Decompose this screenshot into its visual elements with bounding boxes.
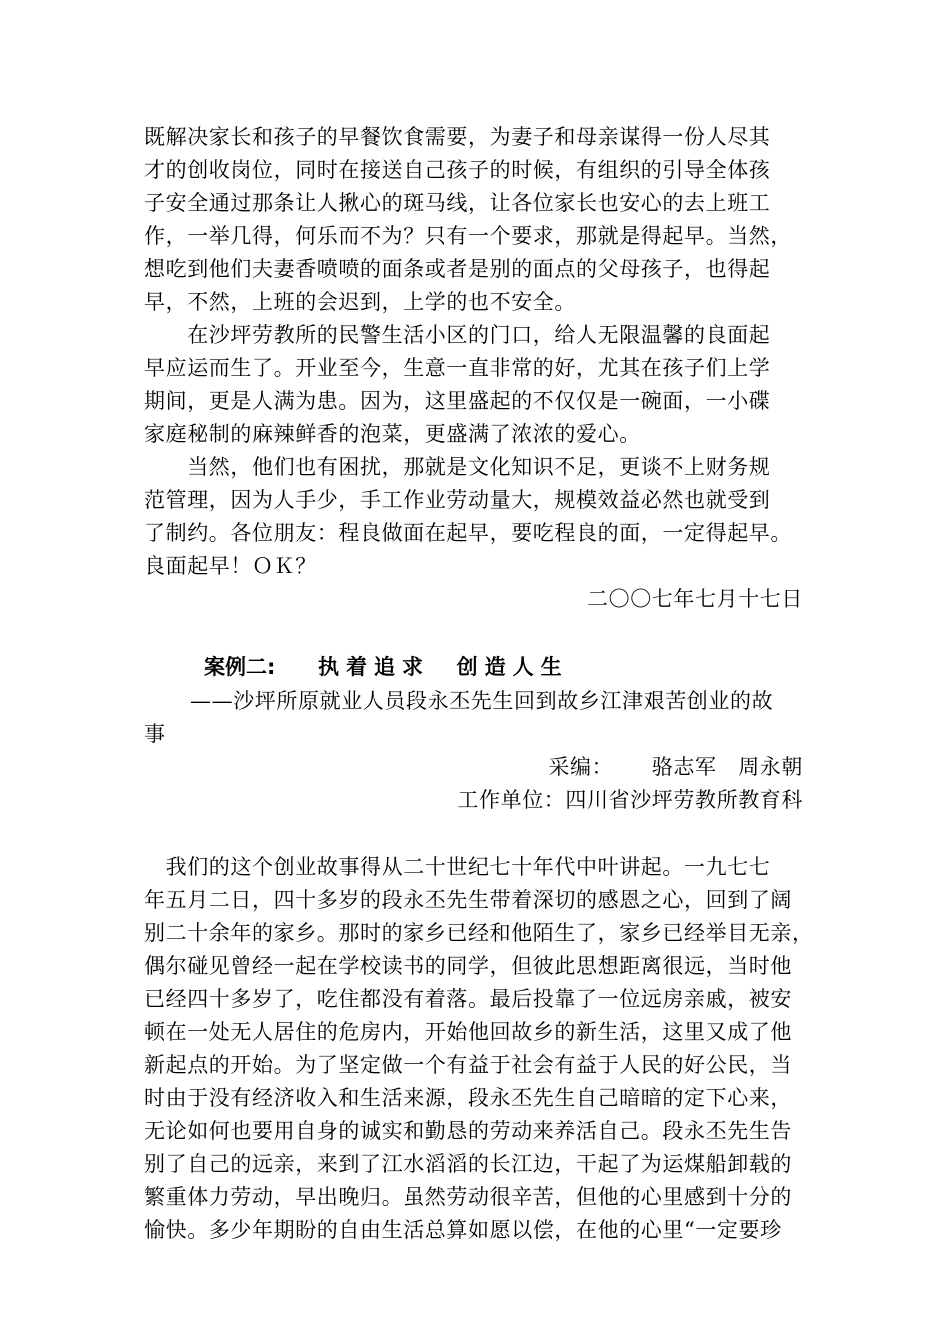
paragraph-line: 期间，更是人满为患。因为，这里盛起的不仅仅是一碗面，一小碟	[144, 389, 771, 413]
paragraph-line: 才的创收岗位，同时在接送自己孩子的时候，有组织的引导全体孩	[144, 158, 771, 182]
editors-label: 采编：	[548, 755, 614, 779]
case-subtitle: ——沙坪所原就业人员段永丕先生回到故乡江津艰苦创业的故	[190, 689, 774, 713]
paragraph-line: 良面起早！ＯＫ？	[144, 554, 317, 578]
paragraph-line: 愉快。多少年期盼的自由生活总算如愿以偿，在他的心里“一定要珍	[144, 1218, 782, 1242]
paragraph-line: 偶尔碰见曾经一起在学校读书的同学，但彼此思想距离很远，当时他	[144, 954, 792, 978]
paragraph-line: 家庭秘制的麻辣鲜香的泡菜，更盛满了浓浓的爱心。	[144, 422, 641, 446]
paragraph-line: 年五月二日，四十多岁的段永丕先生带着深切的感恩之心，回到了阔	[144, 888, 792, 912]
paragraph-line: 新起点的开始。为了坚定做一个有益于社会有益于人民的好公民，当	[144, 1053, 792, 1077]
case-subtitle-cont: 事	[144, 722, 166, 746]
paragraph-line: 繁重体力劳动，早出晚归。虽然劳动很辛苦，但他的心里感到十分的	[144, 1185, 792, 1209]
paragraph-line: 无论如何也要用自身的诚实和勤恳的劳动来养活自己。段永丕先生告	[144, 1119, 792, 1143]
editors-line	[548, 752, 803, 782]
paragraph-line: 早，不然，上班的会迟到，上学的也不安全。	[144, 290, 576, 314]
paragraph-line: 了制约。各位朋友：程良做面在起早，要吃程良的面，一定得起早。	[144, 521, 792, 545]
paragraph-line: 想吃到他们夫妻香喷喷的面条或者是别的面点的父母孩子，也得起	[144, 257, 771, 281]
case-title-part-b: 创造人生	[456, 655, 569, 679]
work-unit-line: 工作单位：四川省沙坪劳教所教育科	[457, 788, 803, 812]
paragraph-line: 当然，他们也有困扰，那就是文化知识不足，更谈不上财务规	[144, 455, 771, 479]
paragraph-line: 时由于没有经济收入和生活来源，段永丕先生自己暗暗的定下心来，	[144, 1086, 792, 1110]
paragraph-line: 范管理，因为人手少，手工作业劳动量大，规模效益必然也就受到	[144, 488, 771, 512]
case-label: 案例二:	[204, 655, 276, 679]
case-title	[204, 652, 569, 682]
paragraph-line: 作，一举几得，何乐而不为？只有一个要求，那就是得起早。当然，	[144, 224, 792, 248]
paragraph-line: 已经四十多岁了，吃住都没有着落。最后投靠了一位远房亲戚，被安	[144, 987, 792, 1011]
paragraph-line: 在沙坪劳教所的民警生活小区的门口，给人无限温馨的良面起	[144, 323, 771, 347]
editors-names: 骆志军 周永朝	[651, 755, 803, 779]
paragraph-line: 我们的这个创业故事得从二十世纪七十年代中叶讲起。一九七七	[144, 855, 771, 879]
paragraph-line: 别二十余年的家乡。那时的家乡已经和他陌生了，家乡已经举目无亲，	[144, 921, 814, 945]
paragraph-line: 早应运而生了。开业至今，生意一直非常的好，尤其在孩子们上学	[144, 356, 771, 380]
paragraph-line: 别了自己的远亲，来到了江水滔滔的长江边，干起了为运煤船卸载的	[144, 1152, 792, 1176]
paragraph-line: 顿在一处无人居住的危房内，开始他回故乡的新生活，这里又成了他	[144, 1020, 792, 1044]
date-line: 二〇〇七年七月十七日	[587, 587, 803, 611]
paragraph-line: 既解决家长和孩子的早餐饮食需要，为妻子和母亲谋得一份人尽其	[144, 125, 771, 149]
case-title-part-a: 执着追求	[318, 655, 431, 679]
paragraph-line: 子安全通过那条让人揪心的斑马线，让各位家长也安心的去上班工	[144, 191, 771, 215]
